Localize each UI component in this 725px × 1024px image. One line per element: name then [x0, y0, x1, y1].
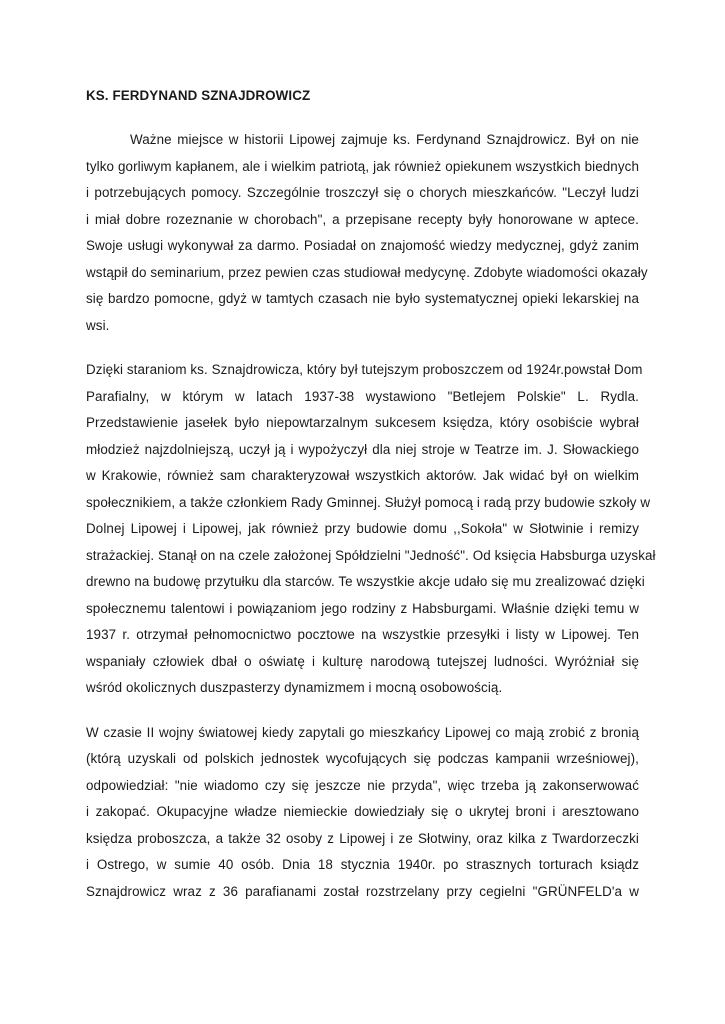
text-line: i zakopać. Okupacyjne władze niemieckie dowiedziały się o ukrytej broni i aresztowano: [86, 804, 639, 819]
text-line: 1937 r. otrzymał pełnomocnictwo pocztowe na wszystkie przesyłki i listy w Lipowej. Ten: [86, 627, 639, 642]
paragraph-3: [86, 720, 639, 906]
text-line: młodzież najzdolniejszą, uczył ją i wypożyczył dla niej stroje w Teatrze im. J. Słowackiego: [86, 441, 639, 457]
paragraph-1: [86, 127, 648, 339]
text-line: się bardzo pomocne, gdyż w tamtych czasach nie było systematycznej opieki lekarskiej na: [86, 291, 639, 306]
text-line: tylko gorliwym kapłanem, ale i wielkim patriotą, jak również opiekunem wszystkich biednych: [86, 158, 639, 174]
text-line: i Ostrego, w sumie 40 osób. Dnia 18 stycznia 1940r. po strasznych torturach ksiądz: [86, 857, 639, 872]
text-line: wsi.: [86, 317, 110, 333]
paragraph-2: [86, 357, 656, 702]
text-line: Ważne miejsce w historii Lipowej zajmuje ks. Ferdynand Sznajdrowicz. Był on nie: [130, 132, 639, 147]
text-line: drewno na budowę przytułku dla starców. Te wszystkie akcje udało się mu zrealizować dzięki: [86, 574, 645, 589]
text-line: Parafialny, w którym w latach 1937-38 wystawiono "Betlejem Polskie" L. Rydla.: [86, 388, 639, 404]
text-line: Dzięki staraniom ks. Sznajdrowicza, który był tutejszym proboszczem od 1924r.powstał Dom: [86, 362, 643, 377]
text-line: Przedstawienie jasełek było niepowtarzalnym sukcesem księdza, który osobiście wybrał: [86, 415, 639, 430]
text-line: (którą uzyskali od polskich jednostek wycofujących się podczas kampanii wrześniowej),: [86, 751, 639, 766]
document-body: [86, 86, 656, 923]
text-line: odpowiedział: "nie wiadomo czy się jeszcze nie przyda", więc trzeba ją zakonserwować: [86, 777, 639, 793]
text-line: i potrzebujących pomocy. Szczególnie troszczył się o chorych mieszkańców. "Leczył ludzi: [86, 185, 639, 200]
text-line: społecznemu talentowi i powiązaniom jego rodziny z Habsburgami. Właśnie dzięki temu w: [86, 600, 639, 616]
text-line: w Krakowie, również sam charakteryzował wszystkich aktorów. Jak widać był on wielkim: [86, 468, 639, 483]
text-line: wstąpił do seminarium, przez pewien czas studiował medycynę. Zdobyte wiadomości okazały: [86, 264, 648, 280]
text-line: Sznajdrowicz wraz z 36 parafianami został rozstrzelany przy cegielni "GRÜNFELD'a w: [86, 883, 639, 899]
text-line: Swoje usługi wykonywał za darmo. Posiadał on znajomość wiedzy medycznej, gdyż zanim: [86, 238, 639, 253]
text-line: strażackiej. Stanął on na czele założonej Spółdzielni "Jedność". Od księcia Habsburga uzyskał: [86, 547, 656, 563]
text-line: społecznikiem, a także członkiem Rady Gminnej. Służył pomocą i radą przy budowie szkoły w: [86, 494, 651, 510]
text-line: W czasie II wojny światowej kiedy zapytali go mieszkańcy Lipowej co mają zrobić z bronią: [86, 724, 639, 740]
text-line: księdza proboszcza, a także 32 osoby z Lipowej i ze Słotwiny, oraz kilka z Twardorzeczki: [86, 830, 639, 846]
text-line: Dolnej Lipowej i Lipowej, jak również przy budowie domu ,,Sokoła" w Słotwinie i remizy: [86, 521, 639, 536]
document-heading: KS. FERDYNAND SZNAJDROWICZ: [86, 88, 311, 103]
text-line: wspaniały człowiek dbał o oświatę i kulturę narodową tutejszej ludności. Wyróżniał się: [86, 653, 639, 669]
text-line: i miał dobre rozeznanie w chorobach", a przepisane recepty były honorowane w aptece.: [86, 211, 639, 227]
text-line: wśród okolicznych duszpasterzy dynamizmem i mocną osobowością.: [86, 680, 503, 695]
